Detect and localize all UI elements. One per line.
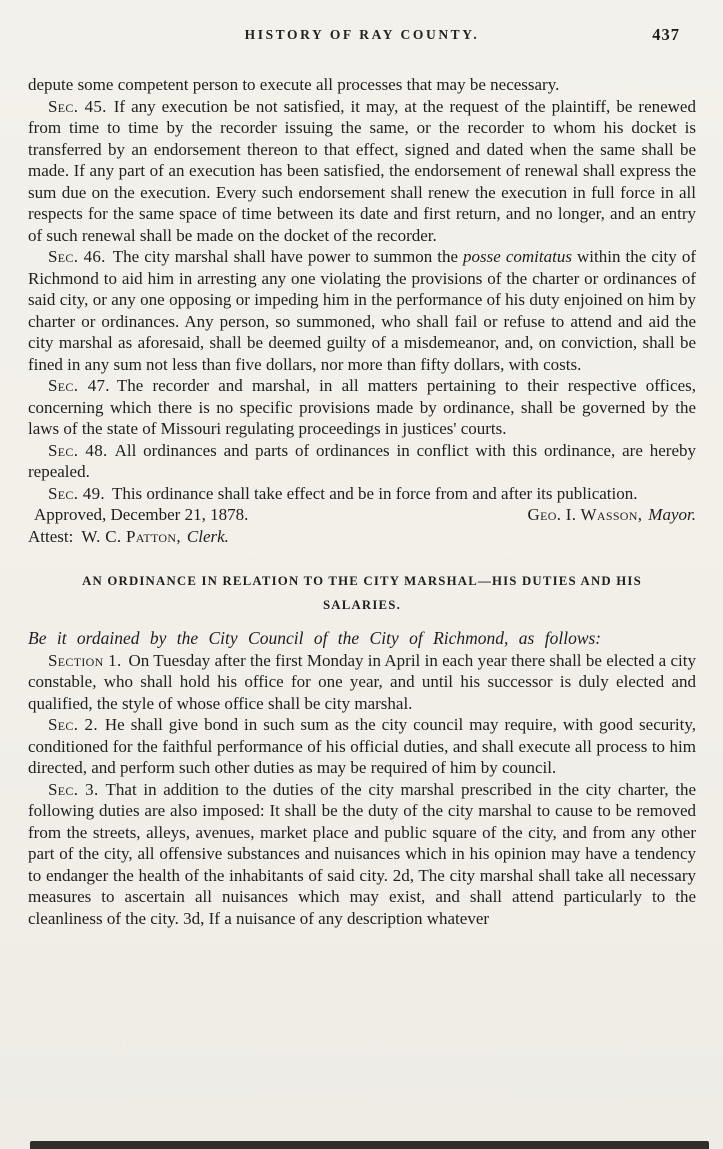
sec-48-text: All ordinances and parts of ordinances in conflict with this ordinance, are hereby repealed.: [28, 440, 696, 481]
page-number: 437: [652, 25, 680, 44]
sec-47-text: The recorder and marshal, in all matters pertaining to their respective offices, concerning which there is no specific provisions made by ordinance, shall be governed by the laws of the state of Missouri regulating proceedings in justices' courts.: [28, 376, 696, 438]
page-body: [28, 74, 696, 929]
sec-46-text-before: The city marshal shall have power to summon the: [112, 247, 464, 266]
approval-date: Approved, December 21, 1878.: [34, 505, 249, 524]
sec-3-label: Sec. 3.: [48, 779, 99, 799]
paragraph-sec-2: [28, 714, 696, 779]
sec-3-text: That in addition to the duties of the city marshal prescribed in the city charter, the following duties are also imposed: It shall be the duty of the city marshal to cause to be removed from the streets, alleys, avenues, market place and public square of the city, and from any other part of the city, all offensive substances and nuisances which in his opinion may have a tendency to endanger the health of the inhabitants of said city. 2d, The city marshal shall take all necessary measures to ascertain all nuisances which may exist, and shall attend particularly to the cleanliness of the city. 3d, If a nuisance of any description whatever: [28, 779, 696, 928]
sec-45-text: If any execution be not satisfied, it may, at the request of the plaintiff, be renewed from time to time by the recorder issuing the same, or the recorder to whom his docket is transferred by an endorsement thereon to that effect, signed and dated when the same shall be made. If any part of an execution has been satisfied, the endorsement of renewal shall express the sum due on the execution. Every such endorsement shall renew the execution in full force in all respects for the same space of time between its date and first return, and no longer, and an entry of such renewal shall be made on the docket of the recorder.: [28, 96, 696, 245]
mayor-role: Mayor.: [648, 505, 696, 524]
sec-49-text: This ordinance shall take effect and be in force from and after its publication.: [111, 483, 638, 503]
sec-49-label: Sec. 49.: [48, 483, 105, 503]
section-1-text: On Tuesday after the first Monday in April in each year there shall be elected a city constable, who shall hold his office for one year, and until his successor is duly elected and qualified, the style of whose office shall be city marshal.: [28, 650, 696, 713]
attest-line: [28, 526, 696, 548]
sec-2-text: He shall give bond in such sum as the city council may require, with good security, conditioned for the faithful performance of his official duties, and shall execute all process to him directed, and perform such other duties as may be required of him by council.: [28, 715, 697, 777]
page-header-title: HISTORY OF RAY COUNTY.: [244, 27, 480, 42]
clerk-name: W. C. Patton,: [81, 526, 181, 546]
paragraph-sec-49: [28, 483, 696, 505]
mayor-signature: [528, 504, 696, 526]
enacting-clause: [28, 628, 696, 650]
ordinance-heading-line1: AN ORDINANCE IN RELATION TO THE CITY MARSHAL—HIS DUTIES AND HIS: [82, 574, 642, 588]
enacting-clause-text: Be it ordained by the City Council of the City of Richmond, as follows:: [28, 628, 602, 648]
ordinance-heading-line2: SALARIES.: [322, 598, 401, 612]
paragraph-section-1: [28, 650, 696, 715]
scan-edge-artifact: [30, 1141, 709, 1149]
sec-48-label: Sec. 48.: [48, 440, 108, 460]
paragraph-sec-46: [28, 246, 696, 375]
sec-45-label: Sec. 45.: [48, 96, 107, 116]
sec-47-label: Sec. 47.: [48, 376, 110, 395]
sec-46-label: Sec. 46.: [48, 247, 106, 266]
clerk-role: Clerk.: [186, 526, 229, 546]
sec-46-latin-phrase: posse comitatus: [463, 247, 572, 266]
paragraph-sec-47: [28, 375, 696, 440]
section-1-label: Section 1.: [48, 650, 122, 670]
paragraph-sec-45: [28, 96, 696, 247]
approval-line: [28, 504, 696, 526]
paragraph-sec-3: [28, 779, 696, 930]
paragraph-sec-48: [28, 440, 696, 483]
attest-prefix: Attest:: [28, 526, 74, 546]
ordinance-heading: [28, 569, 696, 617]
page-header: [28, 26, 696, 50]
sec-46-text-after: within the city of Richmond to aid him in arresting any one violating the provisions of the charter or ordinances of said city, or any one opposing or impeding him in the performance of his duty enjoined on him by charter or ordinances. Any person, so summoned, who shall fail or refuse to attend and aid the city marshal as aforesaid, shall be deemed guilty of a misdemeanor, and, on conviction, shall be fined in any sum not less than five dollars, nor more than fifty dollars, with costs.: [28, 247, 696, 374]
mayor-name: Geo. I. Wasson,: [527, 505, 643, 524]
paragraph-continuation: [28, 74, 696, 96]
sec-2-label: Sec. 2.: [48, 715, 98, 734]
continuation-text: depute some competent person to execute all processes that may be necessary.: [28, 75, 560, 94]
